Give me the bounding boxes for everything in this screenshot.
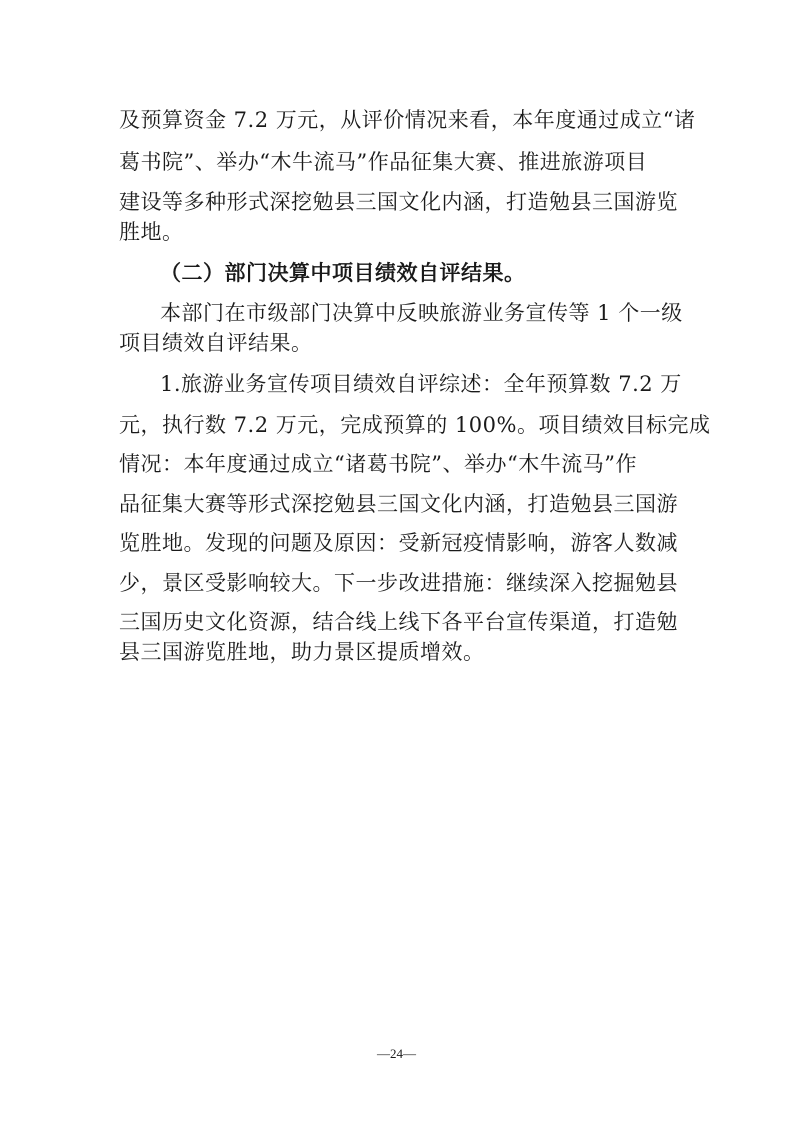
text-line: 葛书院”、举办“木牛流马”作品征集大赛、推进旅游项目 bbox=[119, 150, 648, 174]
paragraph-start: 本部门在市级部门决算中反映旅游业务宣传等 1 个一级 bbox=[160, 301, 683, 325]
text-line: 情况：本年度通过成立“诸葛书院”、举办“木牛流马”作 bbox=[119, 452, 637, 476]
text-line: 元，执行数 7.2 万元，完成预算的 100%。项目绩效目标完成 bbox=[119, 413, 711, 437]
text-line: 少，景区受影响较大。下一步改进措施：继续深入挖掘勉县 bbox=[119, 571, 678, 595]
page-number: —24— bbox=[377, 1046, 416, 1061]
text-line: 建设等多种形式深挖勉县三国文化内涵，打造勉县三国游览 bbox=[119, 190, 678, 214]
text-line: 胜地。 bbox=[119, 220, 184, 244]
text-line: 三国历史文化资源，结合线上线下各平台宣传渠道，打造勉 bbox=[119, 610, 678, 634]
paragraph-start: 1.旅游业务宣传项目绩效自评综述：全年预算数 7.2 万 bbox=[160, 372, 682, 396]
section-heading: （二）部门决算中项目绩效自评结果。 bbox=[160, 261, 526, 285]
text-line: 品征集大赛等形式深挖勉县三国文化内涵，打造勉县三国游 bbox=[119, 492, 678, 516]
text-line: 县三国游览胜地，助力景区提质增效。 bbox=[119, 640, 485, 664]
text-line: 项目绩效自评结果。 bbox=[119, 331, 313, 355]
text-line: 及预算资金 7.2 万元，从评价情况来看，本年度通过成立“诸 bbox=[119, 108, 696, 132]
text-line: 览胜地。发现的问题及原因：受新冠疫情影响，游客人数减 bbox=[119, 531, 678, 555]
